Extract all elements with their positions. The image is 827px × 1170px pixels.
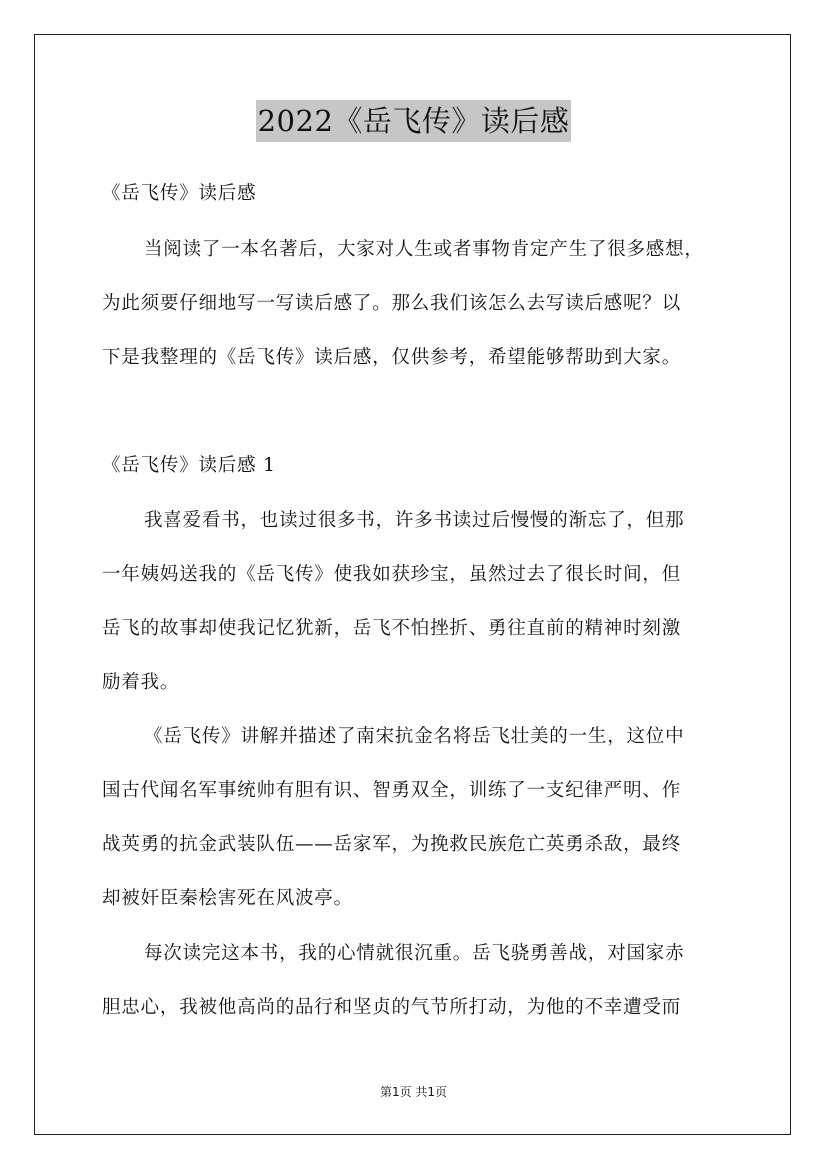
page-footer: 第1页 共1页	[379, 1085, 448, 1099]
title-container	[0, 100, 827, 142]
para1-line-2: 一年姨妈送我的《岳飞传》使我如获珍宝，虽然过去了很长时间，但	[102, 564, 682, 585]
para1-line-3: 岳飞的故事却使我记忆犹新，岳飞不怕挫折、勇往直前的精神时刻激	[102, 618, 682, 639]
para3-line-1: 每次读完这本书，我的心情就很沉重。岳飞骁勇善战，对国家赤	[144, 943, 685, 964]
para2-line-3: 战英勇的抗金武装队伍——岳家军，为挽救民族危亡英勇杀敌，最终	[102, 834, 682, 855]
para1-line-4: 励着我。	[102, 672, 180, 693]
para2-line-1: 《岳飞传》讲解并描述了南宋抗金名将岳飞壮美的一生，这位中	[144, 726, 685, 747]
document-subtitle: 《岳飞传》读后感	[102, 183, 257, 204]
intro-line-3: 下是我整理的《岳飞传》读后感，仅供参考，希望能够帮助到大家。	[102, 347, 682, 368]
para3-line-2: 胆忠心，我被他高尚的品行和坚贞的气节所打动，为他的不幸遭受而	[102, 997, 682, 1018]
para2-line-4: 却被奸臣秦桧害死在风波亭。	[102, 888, 353, 909]
intro-line-1: 当阅读了一本名著后，大家对人生或者事物肯定产生了很多感想，	[144, 239, 704, 260]
section-heading: 《岳飞传》读后感 1	[102, 455, 276, 476]
para2-line-2: 国古代闻名军事统帅有胆有识、智勇双全，训练了一支纪律严明、作	[102, 780, 682, 801]
para1-line-1: 我喜爱看书，也读过很多书，许多书读过后慢慢的渐忘了，但那	[144, 510, 685, 531]
document-title: 2022《岳飞传》读后感	[256, 100, 572, 142]
intro-line-2: 为此须要仔细地写一写读后感了。那么我们该怎么去写读后感呢？以	[102, 293, 682, 314]
